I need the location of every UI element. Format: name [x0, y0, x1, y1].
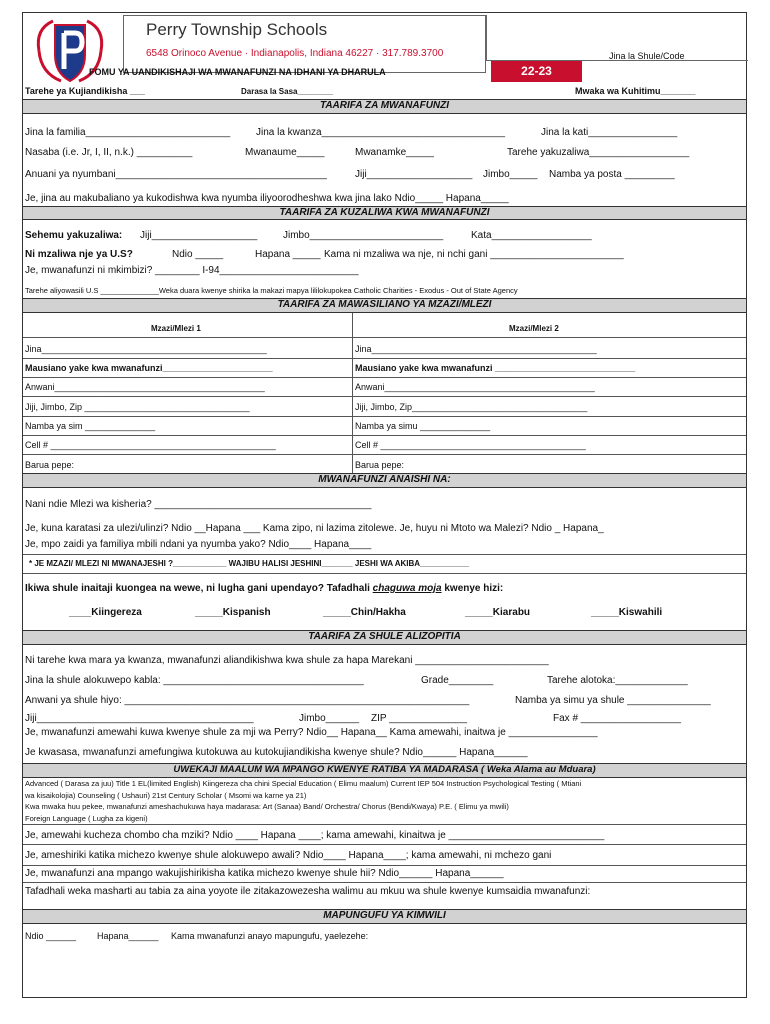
sports-question[interactable]: Je, ameshiriki katika michezo kwenye shule alokuwepo awali? Ndio____ Hapana____; kama amewahi, ni mchezo gani: [25, 850, 552, 861]
school-code-box: [486, 15, 748, 61]
current-grade-field[interactable]: Darasa la Sasa________: [241, 87, 334, 96]
school-year-badge: 22-23: [491, 61, 582, 82]
language-question: [25, 583, 503, 594]
school-code-label: Jina la Shule/Code: [609, 51, 685, 61]
divider: [23, 882, 746, 883]
section-contact-info: TAARIFA ZA MAWASILIANO YA MZAZI/MLEZI: [23, 298, 746, 313]
last-name-field[interactable]: Jina la familia__________________________: [25, 127, 231, 138]
programs-list-line1[interactable]: Advanced ( Darasa za juu) Title 1 EL(limited English) Kiingereza cha chini Special Education ( Elimu maalum) Current IEP 504 Instruction Psychological Testing ( Mtiani: [25, 779, 582, 788]
section-disabilities: MAPUNGUFU YA KIMWILI: [23, 909, 746, 924]
language-question-text: Ikiwa shule inaitaji kuongea na wewe, ni lugha gani upendayo? Tafadhali: [25, 583, 370, 594]
form-title: FOMU YA UANDIKISHAJI WA MWANAFUNZI NA IDHANI YA DHARULA: [89, 67, 386, 77]
foreign-born-no[interactable]: Hapana _____: [255, 249, 321, 260]
parent2-address-field[interactable]: Anwani__________________________________________: [355, 382, 595, 392]
section-student-info: TAARIFA ZA MWANAFUNZI: [23, 99, 746, 114]
refugee-field[interactable]: Je, mwanafunzi ni mkimbizi? ________ I-94_________________________: [25, 265, 359, 276]
disability-no[interactable]: Hapana______: [97, 931, 159, 941]
section-previous-school: TAARIFA ZA SHULE ALIZOPITIA: [23, 630, 746, 645]
instrument-question[interactable]: Je, amewahi kucheza chombo cha mziki? Ndio ____ Hapana ____; kama amewahi, kinaitwa je ____________________________: [25, 830, 605, 841]
section-birth-info: TAARIFA ZA KUZALIWA KWA MWANAFUNZI: [23, 206, 746, 220]
school-city-field[interactable]: Jiji_______________________________________: [25, 713, 254, 724]
section-lives-with: MWANAFUNZI ANAISHI NA:: [23, 473, 746, 488]
divider: [23, 337, 746, 338]
language-option-english[interactable]: ____Kiingereza: [69, 607, 142, 618]
divider: [23, 377, 746, 378]
expulsion-question[interactable]: Je kwasasa, mwanafunzi amefungiwa kutokuwa au kutokujiandikisha kwenye shule? Ndio______ Hapana______: [25, 747, 528, 758]
graduation-year-field[interactable]: Mwaka wa Kuhitimu_______: [575, 86, 696, 96]
foreign-language-option[interactable]: Foreign Language ( Lugha za kigeni): [25, 814, 148, 823]
sports-plan-question[interactable]: Je, mwanafunzi ana mpango wakujishirikisha katika michezo kwenye shule hii? Ndio______ Hapana______: [25, 868, 504, 879]
birthplace-label: Sehemu yakuzaliwa:: [25, 230, 123, 241]
home-address-field[interactable]: Anuani ya nyumbani______________________________________: [25, 169, 327, 180]
divider: [23, 454, 746, 455]
female-checkbox[interactable]: Mwanamke_____: [355, 147, 434, 158]
school-header: [123, 15, 486, 73]
parent1-city-field[interactable]: Jiji, Jimbo, Zip _________________________________: [25, 402, 250, 412]
school-address: 6548 Orinoco Avenue · Indianapolis, Indiana 46227 · 317.789.3700: [146, 48, 444, 59]
middle-name-field[interactable]: Jina la kati________________: [541, 127, 678, 138]
multiple-families-question[interactable]: Je, mpo zaidi ya familiya mbili ndani ya nyumba yako? Ndio____ Hapana____: [25, 539, 372, 550]
birth-date-field[interactable]: Tarehe yakuzaliwa__________________: [507, 147, 690, 158]
parent2-relationship-field[interactable]: Mausiano yake kwa mwanafunzi ____________________________: [355, 363, 636, 373]
choose-one-emphasis: chaguwa moja: [372, 583, 442, 594]
first-name-field[interactable]: Jina la kwanza_________________________________: [256, 127, 506, 138]
male-checkbox[interactable]: Mwanaume_____: [245, 147, 325, 158]
foreign-born-label: Ni mzaliwa nje ya U.S?: [25, 249, 133, 260]
section-special-programs: UWEKAJI MAALUM WA MPANGO KWENYE RATIBA YA MADARASA ( Weka Alama au Mduara): [23, 763, 746, 778]
divider: [23, 396, 746, 397]
language-option-spanish[interactable]: _____Kispanish: [195, 607, 271, 618]
previous-grade-field[interactable]: Grade________: [421, 675, 494, 686]
parent1-address-field[interactable]: Anwani__________________________________________: [25, 382, 265, 392]
parent2-title: Mzazi/Mlezi 2: [509, 324, 559, 333]
housing-question[interactable]: Je, jina au makubaliano ya kukodishwa kwa nyumba iliyoorodheshwa kwa jina lako Ndio_____ Hapana_____: [25, 193, 509, 204]
language-option-arabic[interactable]: _____Kiarabu: [465, 607, 531, 618]
parent1-email-field[interactable]: Barua pepe:: [25, 460, 75, 470]
divider: [23, 844, 746, 845]
parent2-email-field[interactable]: Barua pepe:: [355, 460, 405, 470]
divider: [23, 573, 746, 574]
school-name: Perry Township Schools: [146, 20, 328, 39]
parent2-cell-field[interactable]: Cell # _________________________________________: [355, 440, 586, 450]
military-question[interactable]: * JE MZAZI/ MLEZI NI MWANAJESHI ?____________ WAJIBU HALISI JESHINI_______ JESHI WA AKIBA___________: [29, 559, 470, 568]
divider: [23, 824, 746, 825]
arrival-agency-field[interactable]: Tarehe aliyowasili U.S ______________Weka duara kwenye shirika la makazi mapya lililokupokea Catholic Charities - Exodus - Out of State Agency: [25, 286, 518, 295]
school-address-field[interactable]: Anwani ya shule hiyo: ______________________________________________________________: [25, 695, 470, 706]
disability-explain-field[interactable]: Kama mwanafunzi anayo mapungufu, yaelezehe:: [171, 931, 369, 941]
language-option-swahili[interactable]: _____Kiswahili: [591, 607, 663, 618]
enrollment-form: [22, 12, 747, 998]
birth-county-field[interactable]: Kata__________________: [471, 230, 592, 241]
town-field[interactable]: Jimbo_____: [483, 169, 538, 180]
divider: [23, 435, 746, 436]
divider: [23, 554, 746, 555]
perry-attended-question[interactable]: Je, mwanafunzi amewahi kuwa kwenye shule za mji wa Perry? Ndio__ Hapana__ Kama amewahi, inaitwa je ________________: [25, 727, 598, 738]
school-town-field[interactable]: Jimbo______: [299, 713, 360, 724]
parent1-relationship-field[interactable]: Mausiano yake kwa mwanafunzi______________________: [25, 363, 273, 373]
parent1-phone-field[interactable]: Namba ya sim ______________: [25, 421, 156, 431]
divider: [23, 416, 746, 417]
date-left-field[interactable]: Tarehe alotoka:_____________: [547, 675, 688, 686]
parent1-name-field[interactable]: Jina_____________________________________________: [25, 344, 267, 354]
legal-guardian-field[interactable]: Nani ndie Mlezi wa kisheria? _______________________________________: [25, 499, 372, 510]
enrollment-date-field[interactable]: Tarehe ya Kujiandikisha ___: [25, 86, 145, 96]
school-phone-field[interactable]: Namba ya simu ya shule _______________: [515, 695, 711, 706]
first-us-enrollment-field[interactable]: Ni tarehe kwa mara ya kwanza, mwanafunzi aliandikishwa kwa shule za hapa Marekani ________________________: [25, 655, 549, 666]
disability-yes[interactable]: Ndio ______: [25, 931, 77, 941]
column-divider: [352, 313, 353, 473]
parent2-phone-field[interactable]: Namba ya simu ______________: [355, 421, 491, 431]
suffix-field[interactable]: Nasaba (i.e. Jr, I, II, n.k.) __________: [25, 147, 193, 158]
teacher-notes-field[interactable]: Tafadhali weka masharti au tabia za aina yoyote ile zitakazowezesha walimu au mkuu wa shule kwenye kumsaidia mwanafunzi:: [25, 886, 591, 897]
custody-question[interactable]: Je, kuna karatasi za ulezi/ulinzi? Ndio __Hapana ___ Kama zipo, ni lazima zitolewe. Je, huyu ni Mtoto wa Malezi? Ndio _ Hapana_: [25, 523, 604, 534]
parent1-title: Mzazi/Mlezi 1: [151, 324, 201, 333]
divider: [23, 865, 746, 866]
birth-state-field[interactable]: Jimbo________________________: [283, 230, 444, 241]
school-fax-field[interactable]: Fax # __________________: [553, 713, 681, 724]
city-field[interactable]: Jiji___________________: [355, 169, 473, 180]
foreign-born-yes[interactable]: Ndio _____: [172, 249, 224, 260]
divider: [23, 358, 746, 359]
previous-school-field[interactable]: Jina la shule alokuwepo kabla: ____________________________________: [25, 675, 364, 686]
school-zip-field[interactable]: ZIP ______________: [371, 713, 468, 724]
birth-country-field[interactable]: Kama ni mzaliwa wa nje, ni nchi gani ________________________: [324, 249, 624, 260]
programs-list-line2[interactable]: wa kisaikolojia) Counseling ( Ushauri) 21st Century Scholar ( Msomi wa karne ya 21): [25, 791, 307, 800]
classes-taken-line[interactable]: Kwa mwaka huu pekee, mwanafunzi ameshachukuwa haya madarasa: Art (Sanaa) Band/ Orchestra/ Chorus (Bendi/Kwaya) P.E. ( Elimu ya mwili): [25, 802, 509, 811]
zip-field[interactable]: Namba ya posta _________: [549, 169, 675, 180]
parent1-cell-field[interactable]: Cell # _____________________________________________: [25, 440, 276, 450]
language-option-chin[interactable]: _____Chin/Hakha: [323, 607, 406, 618]
parent2-city-field[interactable]: Jiji, Jimbo, Zip___________________________________: [355, 402, 588, 412]
birth-city-field[interactable]: Jiji___________________: [140, 230, 258, 241]
language-question-suffix: kwenye hizi:: [444, 583, 504, 594]
parent2-name-field[interactable]: Jina_____________________________________________: [355, 344, 597, 354]
